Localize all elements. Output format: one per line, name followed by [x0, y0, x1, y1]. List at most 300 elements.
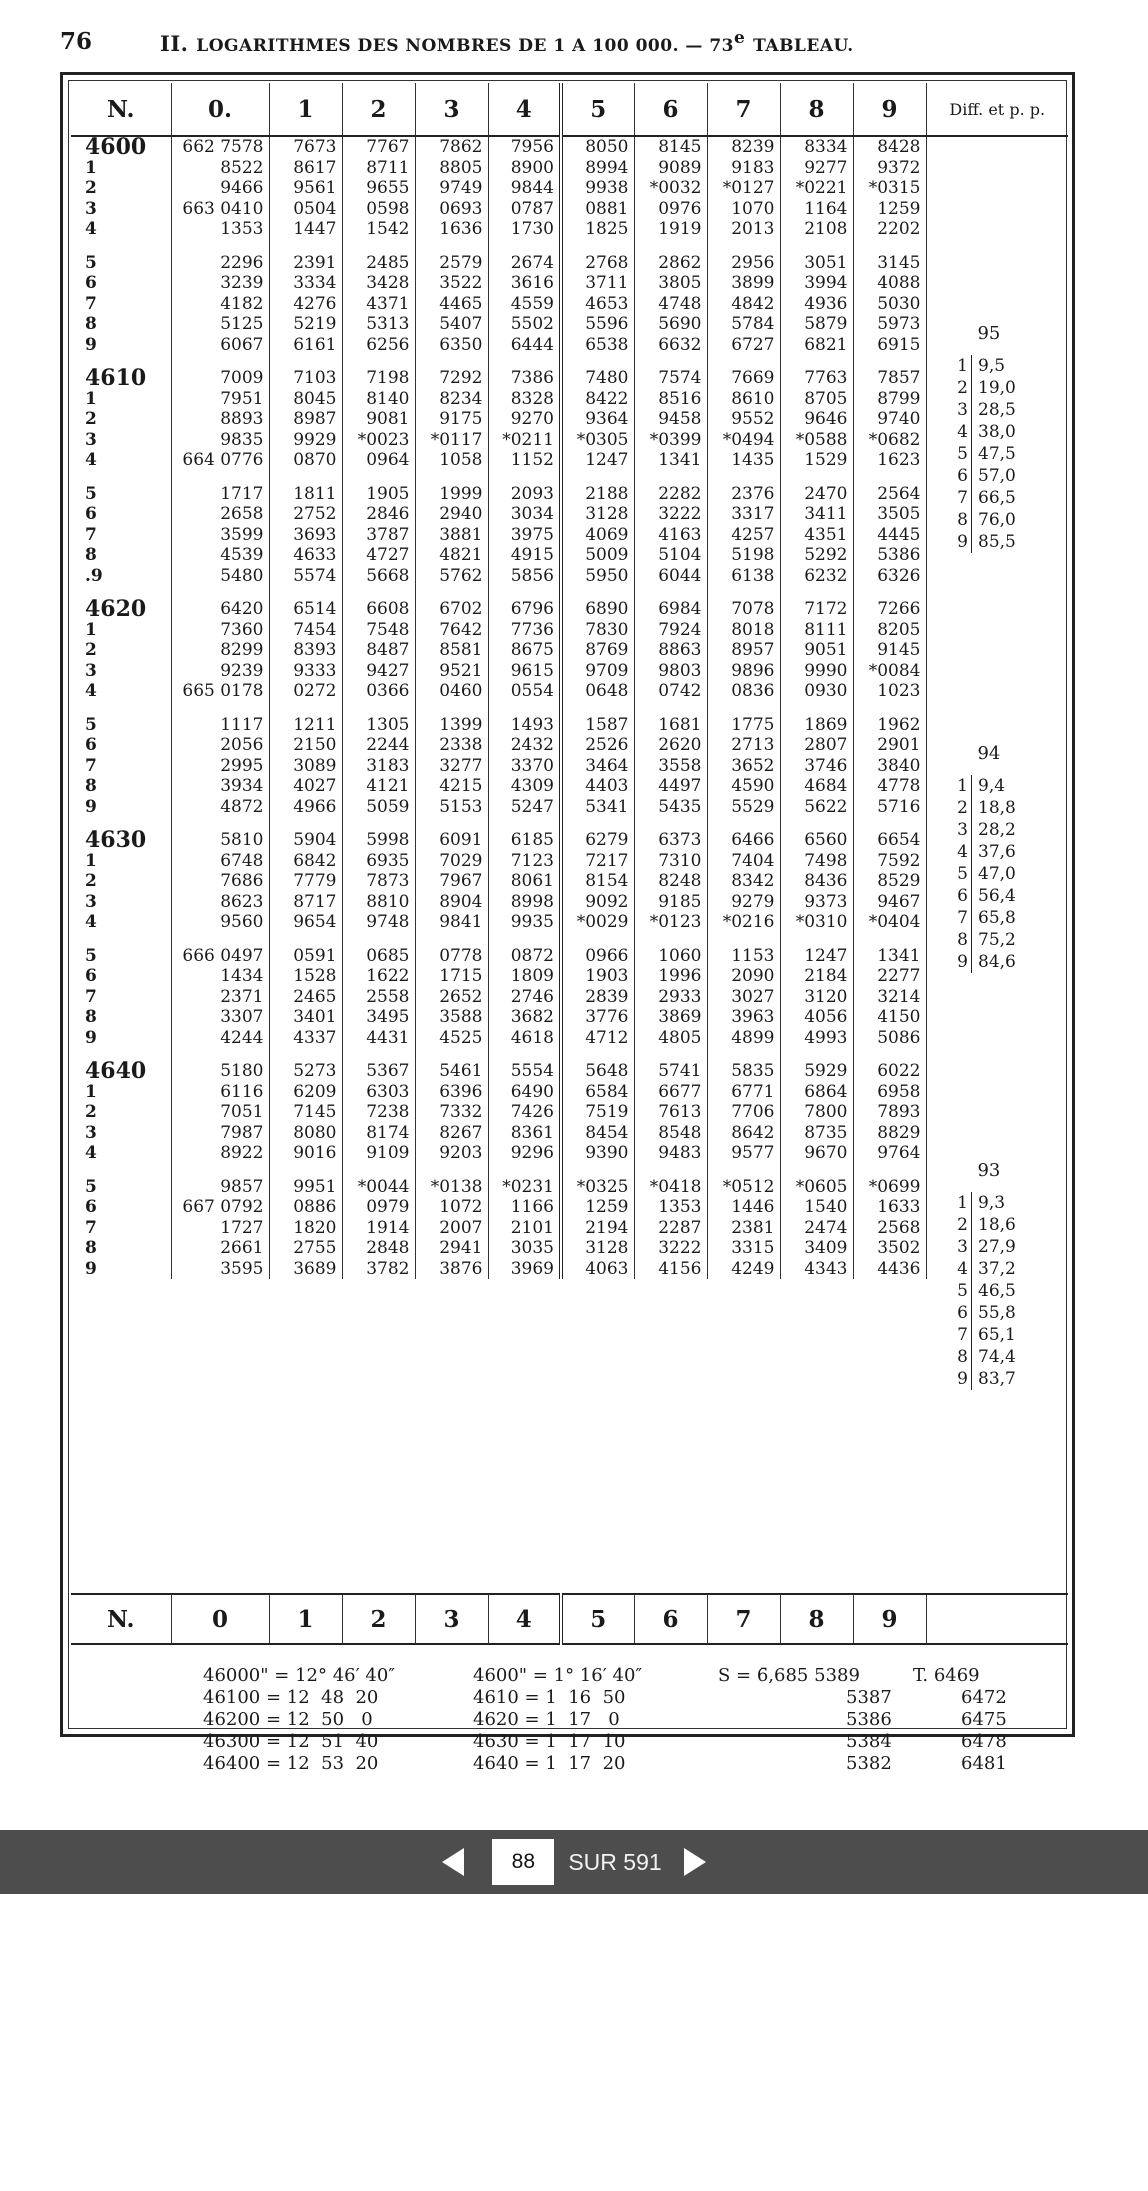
cell-c4: 6796	[488, 586, 561, 620]
cell-c0: 9857	[171, 1164, 269, 1198]
cell-c1: 4027	[269, 776, 342, 797]
cell-c2: *0044	[342, 1164, 415, 1198]
cell-c9: 2568	[853, 1218, 926, 1239]
cell-c7: 1070	[707, 199, 780, 220]
cell-c2: 9081	[342, 409, 415, 430]
table-row	[71, 756, 1068, 777]
cell-c7: 4257	[707, 525, 780, 546]
cell-c6: 1681	[634, 702, 707, 736]
cell-c9: 4445	[853, 525, 926, 546]
arc-conversions-small	[473, 1665, 642, 1775]
cell-c9: 6022	[853, 1048, 926, 1082]
cell-c1: 8717	[269, 892, 342, 913]
cell-c6: 9803	[634, 661, 707, 682]
cell-c9: 1623	[853, 450, 926, 471]
row-number: 7	[71, 294, 171, 315]
cell-c0: 1717	[171, 471, 269, 505]
pp-multiplier: 6	[948, 885, 972, 907]
cell-c6: 3222	[634, 1238, 707, 1259]
table-row	[71, 702, 1068, 736]
cell-c6: 1919	[634, 219, 707, 240]
cell-c6: 7613	[634, 1102, 707, 1123]
cell-c4: 1166	[488, 1197, 561, 1218]
cell-c9: 5030	[853, 294, 926, 315]
cell-c4: 8900	[488, 158, 561, 179]
cell-c7: 7078	[707, 586, 780, 620]
cell-c4: 2674	[488, 240, 561, 274]
cell-c7: 8018	[707, 620, 780, 641]
cell-c1: 9929	[269, 430, 342, 451]
fn-value: 6475	[961, 1709, 1007, 1730]
cell-c3: 7967	[415, 871, 488, 892]
row-number: 2	[71, 640, 171, 661]
cell-c0: 9835	[171, 430, 269, 451]
fn-value: 4620 = 1 17 0	[473, 1709, 620, 1730]
next-page-icon[interactable]	[684, 1848, 706, 1876]
cell-c4: 3034	[488, 504, 561, 525]
cell-c6: 2620	[634, 735, 707, 756]
cell-c9: 3502	[853, 1238, 926, 1259]
cell-c2: 6303	[342, 1082, 415, 1103]
pp-multiplier: 8	[948, 1346, 972, 1368]
table-row	[71, 409, 1068, 430]
cell-c3: 2941	[415, 1238, 488, 1259]
pp-diff: 95	[977, 323, 1001, 344]
cell-c7: 1153	[707, 933, 780, 967]
cell-c9: 8428	[853, 136, 926, 158]
pp-value: 47,5	[978, 444, 1016, 464]
cell-c0: 3934	[171, 776, 269, 797]
cell-c3: 2338	[415, 735, 488, 756]
pp-value: 46,5	[978, 1281, 1016, 1301]
cell-c2: 1905	[342, 471, 415, 505]
cell-c4: 5502	[488, 314, 561, 335]
table-row	[71, 817, 1068, 851]
table-row	[71, 335, 1068, 356]
cell-c3: 6702	[415, 586, 488, 620]
pp-value: 56,4	[978, 886, 1016, 906]
row-number: 2	[71, 1102, 171, 1123]
cell-c2: 8140	[342, 389, 415, 410]
cell-c7: 3315	[707, 1238, 780, 1259]
cell-c4: 6444	[488, 335, 561, 356]
cell-c1: 7103	[269, 355, 342, 389]
cell-c6: *0418	[634, 1164, 707, 1198]
cell-c0: 5810	[171, 817, 269, 851]
cell-c6: *0123	[634, 912, 707, 933]
cell-c2: 3428	[342, 273, 415, 294]
cell-c5: *0305	[561, 430, 634, 451]
cell-c7: 6138	[707, 566, 780, 587]
cell-c6: 6373	[634, 817, 707, 851]
cell-c1: 2752	[269, 504, 342, 525]
cell-c8: 3409	[780, 1238, 853, 1259]
cell-c3: 9841	[415, 912, 488, 933]
cell-c0: 5125	[171, 314, 269, 335]
row-number: 9	[71, 797, 171, 818]
cell-c6: 8548	[634, 1123, 707, 1144]
cell-c5: 9390	[561, 1143, 634, 1164]
cell-c8: 3120	[780, 987, 853, 1008]
cell-c3: 6396	[415, 1082, 488, 1103]
footer-col-0: 0	[171, 1594, 269, 1644]
cell-c0: 2056	[171, 735, 269, 756]
pp-value: 37,2	[978, 1259, 1016, 1279]
row-number: 3	[71, 199, 171, 220]
cell-c8: 3051	[780, 240, 853, 274]
cell-c2: 2846	[342, 504, 415, 525]
cell-c3: 6350	[415, 335, 488, 356]
cell-c0: 4244	[171, 1028, 269, 1049]
cell-c0: 7951	[171, 389, 269, 410]
pp-value: 47,0	[978, 864, 1016, 884]
fn-value: 4610 = 1 16 50	[473, 1687, 626, 1708]
cell-c0: 7051	[171, 1102, 269, 1123]
cell-c5: 1259	[561, 1197, 634, 1218]
cell-c0: 5180	[171, 1048, 269, 1082]
pp-multiplier: 4	[948, 421, 972, 443]
table-row	[71, 1102, 1068, 1123]
col-header-8: 8	[780, 83, 853, 136]
cell-c4: 9935	[488, 912, 561, 933]
table-row	[71, 681, 1068, 702]
cell-c1: 6161	[269, 335, 342, 356]
cell-c9: 7857	[853, 355, 926, 389]
cell-c3: 2940	[415, 504, 488, 525]
cell-c1: 6514	[269, 586, 342, 620]
cell-c5: 1587	[561, 702, 634, 736]
cell-c3: 5407	[415, 314, 488, 335]
cell-c9: 4436	[853, 1259, 926, 1280]
pp-value: 66,5	[978, 488, 1016, 508]
cell-c1: 4633	[269, 545, 342, 566]
cell-c5: 5341	[561, 797, 634, 818]
cell-c9: 6326	[853, 566, 926, 587]
cell-c8: 4056	[780, 1007, 853, 1028]
cell-c2: 7198	[342, 355, 415, 389]
cell-c0: 666 0497	[171, 933, 269, 967]
cell-c4: 6185	[488, 817, 561, 851]
footer-col-5: 5	[561, 1594, 634, 1644]
cell-c5: 8454	[561, 1123, 634, 1144]
cell-c0: 1117	[171, 702, 269, 736]
cell-c4: 3975	[488, 525, 561, 546]
t-values	[913, 1665, 1007, 1775]
cell-c3: 6091	[415, 817, 488, 851]
pp-multiplier: 2	[948, 797, 972, 819]
cell-c4: 3969	[488, 1259, 561, 1280]
cell-c0: 6116	[171, 1082, 269, 1103]
cell-c4: *0211	[488, 430, 561, 451]
cell-c7: 6727	[707, 335, 780, 356]
row-number: 4	[71, 1143, 171, 1164]
cell-c3: 1999	[415, 471, 488, 505]
cell-c6: 5741	[634, 1048, 707, 1082]
cell-c7: 1775	[707, 702, 780, 736]
table-row	[71, 1143, 1068, 1164]
cell-c1: 9016	[269, 1143, 342, 1164]
cell-c1: 1820	[269, 1218, 342, 1239]
table-header-row	[71, 83, 1068, 136]
cell-c5: 2526	[561, 735, 634, 756]
cell-c4: 8328	[488, 389, 561, 410]
cell-c6: 3805	[634, 273, 707, 294]
cell-c9: 3214	[853, 987, 926, 1008]
cell-c0: 8299	[171, 640, 269, 661]
page-number-input[interactable]	[492, 1839, 554, 1885]
pp-multiplier: 2	[948, 377, 972, 399]
cell-c0: 8922	[171, 1143, 269, 1164]
cell-c7: 9279	[707, 892, 780, 913]
cell-c9: 9372	[853, 158, 926, 179]
cell-c9: 5386	[853, 545, 926, 566]
pp-value: 18,8	[978, 798, 1016, 818]
table-row	[71, 851, 1068, 872]
row-number: 5	[71, 471, 171, 505]
cell-c2: 4727	[342, 545, 415, 566]
cell-c3: 4525	[415, 1028, 488, 1049]
cell-c7: 4842	[707, 294, 780, 315]
cell-c1: 0272	[269, 681, 342, 702]
cell-c8: 3994	[780, 273, 853, 294]
logarithm-table	[71, 83, 1068, 1279]
cell-c5: 2194	[561, 1218, 634, 1239]
cell-c8: 1164	[780, 199, 853, 220]
cell-c6: 8248	[634, 871, 707, 892]
cell-c1: 3401	[269, 1007, 342, 1028]
col-header-1: 1	[269, 83, 342, 136]
pp-multiplier: 6	[948, 1302, 972, 1324]
cell-c6: 8863	[634, 640, 707, 661]
cell-c1: 3334	[269, 273, 342, 294]
cell-c5: *0029	[561, 912, 634, 933]
cell-c6: 5690	[634, 314, 707, 335]
cell-c6: 0976	[634, 199, 707, 220]
pp-multiplier: 1	[948, 775, 972, 797]
cell-c8: *0605	[780, 1164, 853, 1198]
cell-c2: 3183	[342, 756, 415, 777]
cell-c2: 9109	[342, 1143, 415, 1164]
table-row	[71, 199, 1068, 220]
col-header-3: 3	[415, 83, 488, 136]
cell-c4: 2093	[488, 471, 561, 505]
table-frame	[60, 72, 1075, 1774]
cell-c2: 9655	[342, 178, 415, 199]
pp-value: 65,8	[978, 908, 1016, 928]
cell-c6: 1341	[634, 450, 707, 471]
cell-c7: 8342	[707, 871, 780, 892]
cell-c8: 2184	[780, 966, 853, 987]
page-navigation-bar	[0, 1830, 1148, 1894]
col-header-4: 4	[488, 83, 561, 136]
cell-c5: 1825	[561, 219, 634, 240]
cell-c0: 1434	[171, 966, 269, 987]
cell-c4: 8998	[488, 892, 561, 913]
cell-c6: 9458	[634, 409, 707, 430]
cell-c2: 2848	[342, 1238, 415, 1259]
cell-c6: 4163	[634, 525, 707, 546]
cell-c1: 8617	[269, 158, 342, 179]
cell-c5: 0648	[561, 681, 634, 702]
pp-value: 28,2	[978, 820, 1016, 840]
cell-c2: 5313	[342, 314, 415, 335]
cell-c8: 8735	[780, 1123, 853, 1144]
cell-c2: 1305	[342, 702, 415, 736]
fn-value: 6481	[961, 1753, 1007, 1774]
cell-c4: 3370	[488, 756, 561, 777]
cell-c1: 3693	[269, 525, 342, 546]
cell-c8: 1540	[780, 1197, 853, 1218]
cell-c2: 2558	[342, 987, 415, 1008]
cell-c2: 6608	[342, 586, 415, 620]
cell-c8: 7800	[780, 1102, 853, 1123]
cell-c6: 6677	[634, 1082, 707, 1103]
cell-c3: 7292	[415, 355, 488, 389]
row-number: 5	[71, 933, 171, 967]
pp-value: 57,0	[978, 466, 1016, 486]
pp-value: 55,8	[978, 1303, 1016, 1323]
cell-c3: 0460	[415, 681, 488, 702]
cell-c4: 6490	[488, 1082, 561, 1103]
cell-c3: 8267	[415, 1123, 488, 1144]
cell-c7: 8957	[707, 640, 780, 661]
cell-c9: 8799	[853, 389, 926, 410]
cell-c7: 7404	[707, 851, 780, 872]
cell-c9: *0682	[853, 430, 926, 451]
table-row	[71, 797, 1068, 818]
cell-c5: 3128	[561, 1238, 634, 1259]
title-main: LOGARITHMES DES NOMBRES DE 1 A 100 000. — 73	[196, 36, 735, 56]
cell-c3: 1072	[415, 1197, 488, 1218]
cell-c4: 7386	[488, 355, 561, 389]
cell-c3: 2579	[415, 240, 488, 274]
row-number: 1	[71, 620, 171, 641]
cell-c8: 8436	[780, 871, 853, 892]
cell-c6: 4748	[634, 294, 707, 315]
cell-c0: 6748	[171, 851, 269, 872]
arc-conversions-large	[203, 1665, 395, 1775]
table-row	[71, 430, 1068, 451]
row-number: 4640	[71, 1048, 171, 1082]
row-number: 8	[71, 1238, 171, 1259]
cell-c0: 663 0410	[171, 199, 269, 220]
cell-c5: 7480	[561, 355, 634, 389]
cell-c8: 2807	[780, 735, 853, 756]
pp-value: 74,4	[978, 1347, 1016, 1367]
cell-c1: 3689	[269, 1259, 342, 1280]
cell-c5: 4069	[561, 525, 634, 546]
table-row	[71, 933, 1068, 967]
cell-c4: 7426	[488, 1102, 561, 1123]
previous-page-icon[interactable]	[442, 1848, 464, 1876]
cell-c0: 1353	[171, 219, 269, 240]
cell-c3: 3881	[415, 525, 488, 546]
fn-value: 6469	[933, 1665, 980, 1686]
cell-c1: 7779	[269, 871, 342, 892]
cell-c5: 0966	[561, 933, 634, 967]
row-number: 9	[71, 1259, 171, 1280]
row-number: 1	[71, 389, 171, 410]
cell-c2: 8711	[342, 158, 415, 179]
cell-c9: 3145	[853, 240, 926, 274]
cell-c0: 9560	[171, 912, 269, 933]
cell-c4: 8061	[488, 871, 561, 892]
table-row	[71, 314, 1068, 335]
cell-c5: 8422	[561, 389, 634, 410]
row-number: .9	[71, 566, 171, 587]
cell-c4: 1730	[488, 219, 561, 240]
table-row	[71, 294, 1068, 315]
table-row	[71, 892, 1068, 913]
cell-c5: 3464	[561, 756, 634, 777]
col-header-0: 0.	[171, 83, 269, 136]
cell-c7: 3317	[707, 504, 780, 525]
cell-c8: 1869	[780, 702, 853, 736]
cell-c6: 0742	[634, 681, 707, 702]
fn-value: 5382	[846, 1753, 892, 1774]
cell-c0: 6067	[171, 335, 269, 356]
table-row	[71, 273, 1068, 294]
cell-c0: 2371	[171, 987, 269, 1008]
cell-c2: 3782	[342, 1259, 415, 1280]
cell-c6: 1060	[634, 933, 707, 967]
table-row	[71, 566, 1068, 587]
cell-c5: 6890	[561, 586, 634, 620]
pp-value: 18,6	[978, 1215, 1016, 1235]
pp-multiplier: 3	[948, 1236, 972, 1258]
pp-value: 65,1	[978, 1325, 1016, 1345]
cell-c3: 9203	[415, 1143, 488, 1164]
table-row	[71, 776, 1068, 797]
cell-c9: 1259	[853, 199, 926, 220]
cell-c1: 9333	[269, 661, 342, 682]
cell-c3: 4465	[415, 294, 488, 315]
cell-c2: 9427	[342, 661, 415, 682]
cell-c4: 7956	[488, 136, 561, 158]
cell-c0: 9239	[171, 661, 269, 682]
pp-multiplier: 5	[948, 1280, 972, 1302]
fn-value: 4630 = 1 17 10	[473, 1731, 626, 1752]
cell-c3: 9521	[415, 661, 488, 682]
cell-c4: 2101	[488, 1218, 561, 1239]
cell-c4: 9270	[488, 409, 561, 430]
cell-c6: 6984	[634, 586, 707, 620]
cell-c3: 1399	[415, 702, 488, 736]
cell-c1: 2755	[269, 1238, 342, 1259]
cell-c9: 7592	[853, 851, 926, 872]
cell-c3: 8581	[415, 640, 488, 661]
cell-c4: 0554	[488, 681, 561, 702]
row-number: 4630	[71, 817, 171, 851]
fn-value: 6478	[961, 1731, 1007, 1752]
cell-c7: *0512	[707, 1164, 780, 1198]
pp-value: 85,5	[978, 532, 1016, 552]
cell-c9: 1962	[853, 702, 926, 736]
cell-c3: 1636	[415, 219, 488, 240]
cell-c7: 4590	[707, 776, 780, 797]
pp-multiplier: 5	[948, 863, 972, 885]
table-row	[71, 1218, 1068, 1239]
row-number: 6	[71, 273, 171, 294]
cell-c3: 7332	[415, 1102, 488, 1123]
fn-value: 46400 = 12 53 20	[203, 1753, 379, 1774]
cell-c6: 3558	[634, 756, 707, 777]
table-row	[71, 1259, 1068, 1280]
cell-c6: 4156	[634, 1259, 707, 1280]
cell-c0: 2661	[171, 1238, 269, 1259]
cell-c7: 7706	[707, 1102, 780, 1123]
footer-col-3: 3	[415, 1594, 488, 1644]
